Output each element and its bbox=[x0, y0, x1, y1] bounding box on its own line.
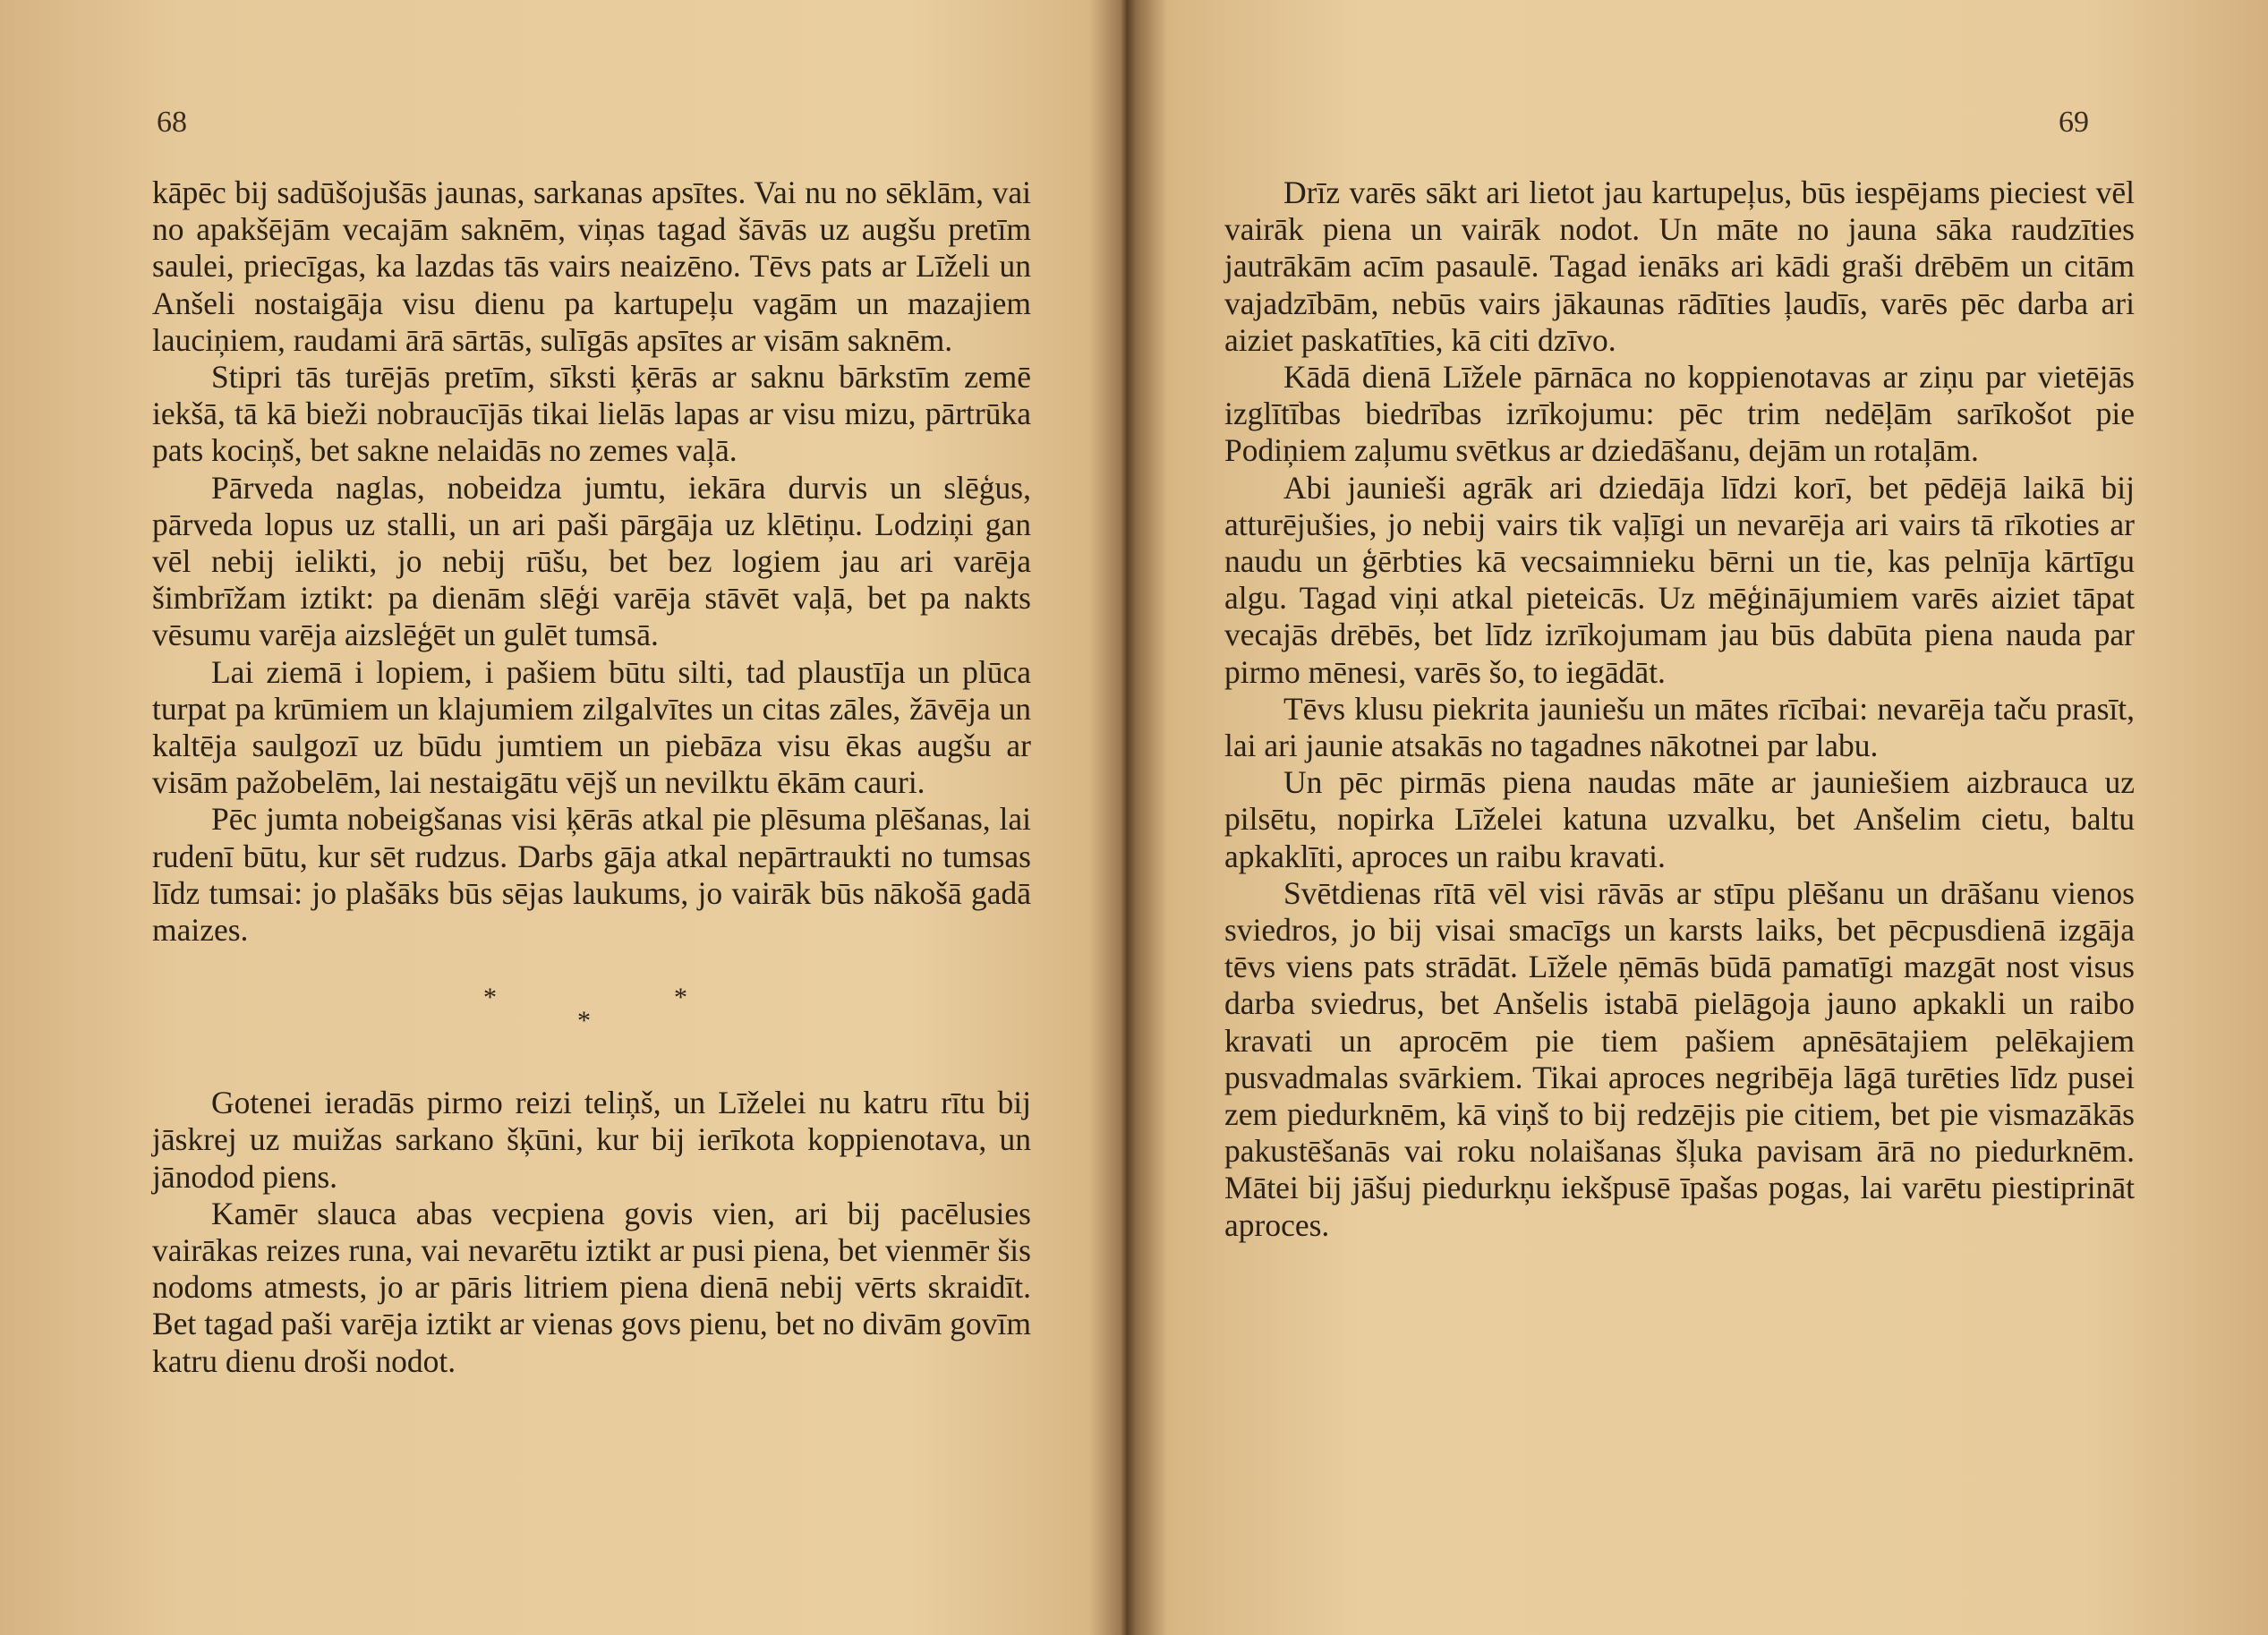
paragraph: kāpēc bij sadūšojušās jaunas, sarkanas apsītes. Vai nu no sēklām, vai no apakšējām vecajām saknēm, viņas tagad šāvās uz augšu pretīm saulei, priecīgas, ka lazdas tās vairs neaizēno. Tēvs pats ar Līželi un Anšeli nostaigāja visu dienu pa kartupeļu vagām un mazajiem lauciņiem, raudami ārā sārtās, sulīgās apsītes ar visām saknēm. bbox=[152, 175, 1031, 358]
page-number-right: 69 bbox=[2059, 106, 2089, 139]
right-page bbox=[1130, 0, 2268, 1635]
paragraph: Stipri tās turējās pretīm, sīksti ķērās ar saknu bārkstīm zemē iekšā, tā kā bieži nobraucījās tikai lielās lapas ar visu mizu, pārtrūka pats kociņš, bet sakne nelaidās no zemes vaļā. bbox=[152, 359, 1031, 469]
left-page bbox=[0, 0, 1114, 1635]
separator-star: * bbox=[483, 983, 497, 1013]
paragraph: Lai ziemā i lopiem, i pašiem būtu silti, tad plaustīja un plūca turpat pa krūmiem un klajumiem zilgalvītes un citas zāles, žāvēja un kaltēja saulgozī uz būdu jumtiem un piebāza visu ēkas augšu ar visām pažobelēm, lai nestaigātu vējš un nevilktu ēkām cauri. bbox=[152, 653, 1031, 801]
section-separator bbox=[152, 972, 1031, 1081]
paragraph: Kādā dienā Līžele pārnāca no koppienotavas ar ziņu par vietējās izglītības biedrības izrīkojumu: pēc trim nedēļām sarīkošot pie Podiņiem zaļumu svētkus ar dziedāšanu, dejām un rotaļām. bbox=[1224, 359, 2135, 469]
paragraph: Kamēr slauca abas vecpiena govis vien, ari bij pacēlusies vairākas reizes runa, vai nevarētu iztikt ar pusi piena, bet vienmēr šis nodoms atmests, jo ar pāris litriem piena dienā nebij vērts skraidīt. Bet tagad paši varēja iztikt ar vienas govs pienu, bet no divām govīm katru dienu droši nodot. bbox=[152, 1195, 1031, 1379]
page-number-left: 68 bbox=[157, 106, 187, 139]
right-page-text bbox=[1224, 175, 2135, 1244]
paragraph: Abi jaunieši agrāk ari dziedāja līdzi korī, bet pēdējā laikā bij atturējušies, jo nebij vairs tik vaļīgi un nevarēja ari vairs tā rīkoties ar naudu un ģērbties kā vecsaimnieku bērni un tie, kas pelnīja kārtīgu algu. Tagad viņi atkal pieteicās. Uz mēģinājumiem varēs aiziet tāpat vecajās drēbēs, bet līdz izrīkojumam jau būs dabūta piena nauda par pirmo mēnesi, varēs šo, to iegādāt. bbox=[1224, 469, 2135, 690]
left-page-text bbox=[152, 175, 1031, 1380]
paragraph: Tēvs klusu piekrita jauniešu un mātes rīcībai: nevarēja taču prasīt, lai ari jaunie atsakās no tagadnes nākotnei par labu. bbox=[1224, 690, 2135, 764]
paragraph: Svētdienas rītā vēl visi rāvās ar stīpu plēšanu un drāšanu vienos sviedros, jo bij visai smacīgs un karsts laiks, bet pēcpusdienā izgāja tēvs viens pats strādāt. Līžele ņēmās būdā pamatīgi mazgāt nost visus darba sviedrus, bet Anšelis istabā pielāgoja jauno apkakli un raibo kravati un aprocēm pie tiem pašiem apnēsātajiem pelēkajiem pusvadmalas svārkiem. Tikai aproces negribēja lāgā turēties līdz pusei zem piedurknēm, kā viņš to bij redzējis pie citiem, bet pie vismazākās pakustēšanās vai roku nolaišanas šļuka pavisam ārā no piedurknēm. Mātei bij jāšuj piedurkņu iekšpusē īpašas pogas, lai varētu piestiprināt aproces. bbox=[1224, 874, 2135, 1243]
paragraph: Pārveda naglas, nobeidza jumtu, iekāra durvis un slēģus, pārveda lopus uz stalli, un ari paši pārgāja uz klētiņu. Lodziņi gan vēl nebij ielikti, jo nebij rūšu, bet bez logiem jau ari varēja šimbrīžam iztikt: pa dienām slēģi varēja stāvēt vaļā, bet pa nakts vēsumu varēja aizslēģēt un gulēt tumsā. bbox=[152, 469, 1031, 653]
separator-star: * bbox=[577, 1006, 591, 1036]
paragraph: Drīz varēs sākt ari lietot jau kartupeļus, būs iespējams pieciest vēl vairāk piena un vairāk nodot. Un māte no jauna sāka raudzīties jautrākām acīm pasaulē. Tagad ienāks ari kādi graši drēbēm un citām vajadzībām, nebūs vairs jākaunas rādīties ļaudīs, varēs pēc darba ari aiziet paskatīties, kā citi dzīvo. bbox=[1224, 175, 2135, 358]
separator-star: * bbox=[674, 983, 687, 1013]
paragraph: Un pēc pirmās piena naudas māte ar jauniešiem aizbrauca uz pilsētu, nopirka Līželei katuna uzvalku, bet Anšelim cietu, baltu apkaklīti, aproces un raibu kravati. bbox=[1224, 764, 2135, 874]
paragraph: Pēc jumta nobeigšanas visi ķērās atkal pie plēsuma plēšanas, lai rudenī būtu, kur sēt rudzus. Darbs gāja atkal nepārtraukti no tumsas līdz tumsai: jo plašāks būs sējas laukums, jo vairāk būs nākošā gadā maizes. bbox=[152, 801, 1031, 949]
paragraph: Gotenei ieradās pirmo reizi teliņš, un Līželei nu katru rītu bij jāskrej uz muižas sarkano šķūni, kur bij ierīkota koppienotava, un jānodod piens. bbox=[152, 1085, 1031, 1195]
